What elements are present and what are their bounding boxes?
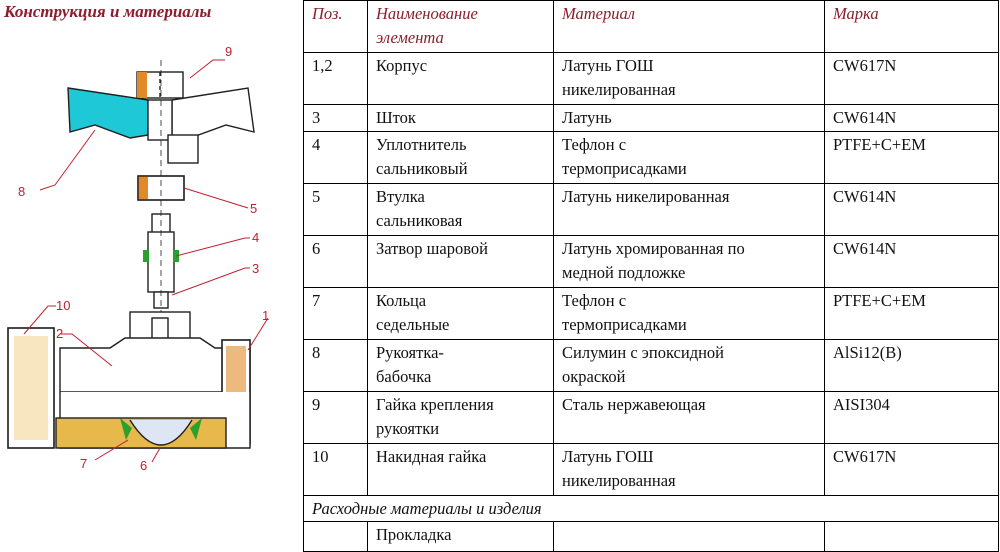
cell-material: Латунь никелированная bbox=[554, 184, 825, 236]
cell-pos: 7 bbox=[304, 288, 368, 340]
table-row bbox=[304, 522, 999, 552]
cell-mark: CW614N bbox=[825, 236, 999, 288]
callout-10-label: 10 bbox=[56, 298, 71, 313]
cell-material: Латунь хромированная по медной подложке bbox=[554, 236, 825, 288]
cell-pos: 10 bbox=[304, 444, 368, 496]
cell-material bbox=[554, 522, 825, 552]
cell-material: Тефлон с термоприсадками bbox=[554, 288, 825, 340]
cell-material: Латунь bbox=[554, 105, 825, 132]
cell-material: Латунь ГОШ никелированная bbox=[554, 53, 825, 105]
cell-material: Латунь ГОШ никелированная bbox=[554, 444, 825, 496]
valve-body-part bbox=[8, 312, 250, 448]
cell-mark bbox=[825, 522, 999, 552]
table-row bbox=[304, 132, 999, 184]
cell-name: Корпус bbox=[368, 53, 554, 105]
cell-name: Рукоятка- бабочка bbox=[368, 340, 554, 392]
cell-pos: 3 bbox=[304, 105, 368, 132]
cell-pos: 4 bbox=[304, 132, 368, 184]
table-row bbox=[304, 392, 999, 444]
cell-mark: CW617N bbox=[825, 53, 999, 105]
cell-name: Прокладка bbox=[368, 522, 554, 552]
cell-material: Силумин с эпоксидной окраской bbox=[554, 340, 825, 392]
callout-9-label: 9 bbox=[225, 44, 233, 59]
table-row bbox=[304, 105, 999, 132]
callout-7-label: 7 bbox=[80, 456, 88, 471]
section-row bbox=[304, 496, 999, 522]
cell-name: Накидная гайка bbox=[368, 444, 554, 496]
cell-material: Тефлон с термоприсадками bbox=[554, 132, 825, 184]
cell-name: Затвор шаровой bbox=[368, 236, 554, 288]
cell-mark: PTFE+C+EM bbox=[825, 132, 999, 184]
table-row bbox=[304, 184, 999, 236]
cell-mark: PTFE+C+EM bbox=[825, 288, 999, 340]
header-material: Материал bbox=[554, 1, 825, 53]
cell-pos: 8 bbox=[304, 340, 368, 392]
gland-bushing-part bbox=[138, 176, 184, 200]
cell-pos: 9 bbox=[304, 392, 368, 444]
materials-table bbox=[303, 0, 999, 552]
cell-mark: CW614N bbox=[825, 184, 999, 236]
cell-name: Втулка сальниковая bbox=[368, 184, 554, 236]
valve-exploded-drawing bbox=[0, 0, 300, 551]
header-mark: Марка bbox=[825, 1, 999, 53]
callout-6-label: 6 bbox=[140, 458, 148, 473]
cell-pos bbox=[304, 522, 368, 552]
table-row bbox=[304, 288, 999, 340]
table-row bbox=[304, 53, 999, 105]
callout-1-label: 1 bbox=[262, 308, 270, 323]
callout-4-label: 4 bbox=[252, 230, 260, 245]
table-row bbox=[304, 444, 999, 496]
cell-material: Сталь нержавеющая bbox=[554, 392, 825, 444]
handle-nut-part bbox=[137, 72, 183, 98]
header-pos: Поз. bbox=[304, 1, 368, 53]
callout-2-label: 2 bbox=[56, 326, 64, 341]
cell-name: Гайка крепления рукоятки bbox=[368, 392, 554, 444]
header-name: Наименование элемента bbox=[368, 1, 554, 53]
table-header-row bbox=[304, 1, 999, 53]
cell-mark: AISI304 bbox=[825, 392, 999, 444]
table-row bbox=[304, 340, 999, 392]
cell-name: Шток bbox=[368, 105, 554, 132]
cell-name: Кольца седельные bbox=[368, 288, 554, 340]
cell-mark: CW614N bbox=[825, 105, 999, 132]
cell-mark: CW617N bbox=[825, 444, 999, 496]
section-title: Расходные материалы и изделия bbox=[304, 496, 999, 522]
callout-8-label: 8 bbox=[18, 184, 26, 199]
page-title: Конструкция и материалы bbox=[4, 2, 212, 21]
callout-5-label: 5 bbox=[250, 201, 258, 216]
cell-name: Уплотнитель сальниковый bbox=[368, 132, 554, 184]
cell-pos: 5 bbox=[304, 184, 368, 236]
cell-pos: 6 bbox=[304, 236, 368, 288]
cell-mark: AlSi12(B) bbox=[825, 340, 999, 392]
callout-3-label: 3 bbox=[252, 261, 260, 276]
cell-pos: 1,2 bbox=[304, 53, 368, 105]
table-row bbox=[304, 236, 999, 288]
